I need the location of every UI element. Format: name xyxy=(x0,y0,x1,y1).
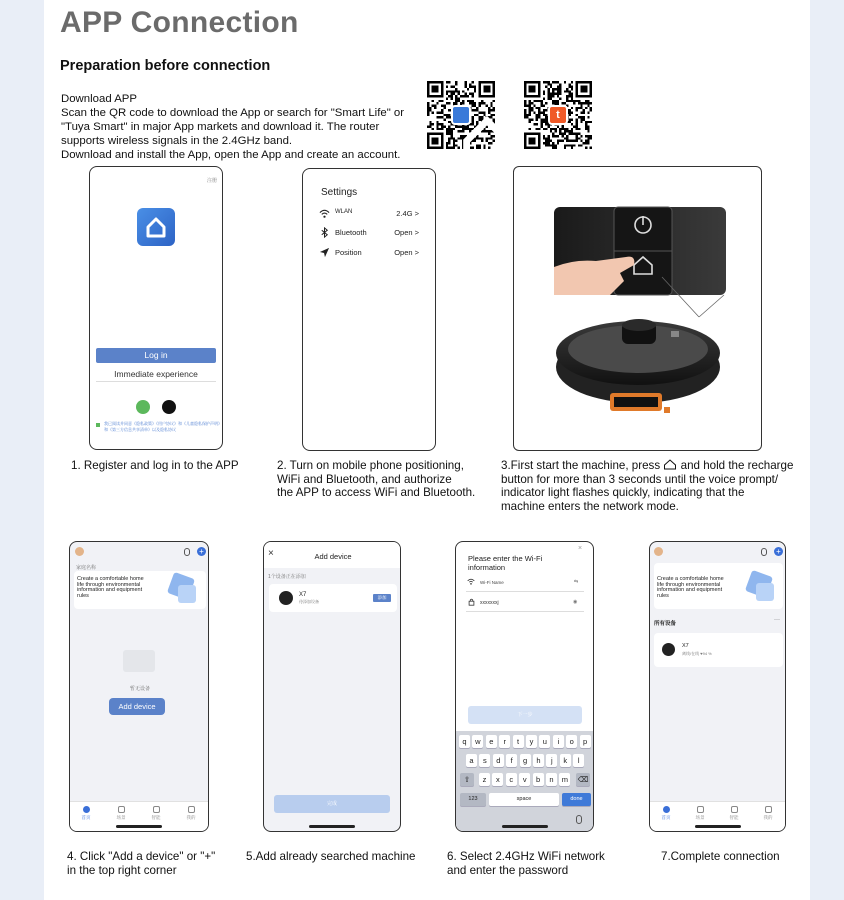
key-h[interactable]: h xyxy=(533,754,544,767)
found-devices-text: 1个设备正在添加 xyxy=(268,574,306,580)
terms-text[interactable]: 和《第三方信息共享清单》以及隐私协议 xyxy=(104,427,176,432)
key-g[interactable]: g xyxy=(520,754,531,767)
home-indicator xyxy=(116,825,162,828)
wifi-name-field[interactable] xyxy=(466,578,584,592)
settings-label: Bluetooth xyxy=(335,228,367,237)
banner-text xyxy=(657,577,724,599)
dictation-microphone-icon[interactable] xyxy=(576,815,582,824)
apple-login-icon[interactable] xyxy=(162,400,176,414)
robot-device-icon xyxy=(279,591,293,605)
key-r[interactable]: r xyxy=(499,735,510,748)
key-y[interactable]: y xyxy=(526,735,537,748)
agree-checkbox[interactable] xyxy=(96,423,100,427)
wifi-heading xyxy=(468,554,542,572)
tab-home[interactable] xyxy=(660,806,672,821)
key-d[interactable]: d xyxy=(493,754,504,767)
wifi-name-value: Wi-Fi Name xyxy=(480,580,504,585)
device-subtitle: 待添加设备 xyxy=(299,599,319,604)
smart-tab-icon xyxy=(153,806,160,813)
step-1-caption: 1. Register and log in to the APP xyxy=(71,459,239,472)
key-o[interactable]: o xyxy=(566,735,577,748)
home-tab-icon xyxy=(83,806,90,813)
settings-value: 2.4G > xyxy=(396,209,419,218)
close-icon[interactable]: × xyxy=(268,548,274,559)
key-u[interactable]: u xyxy=(539,735,550,748)
intro-text xyxy=(61,92,431,162)
tab-smart[interactable] xyxy=(728,806,740,821)
tab-label: 智能 xyxy=(151,815,161,820)
home-name: 家庭名称 xyxy=(76,565,97,571)
phone-screen-settings xyxy=(302,168,436,451)
key-l[interactable]: l xyxy=(573,754,584,767)
tab-smart[interactable] xyxy=(150,806,162,821)
immediate-experience-button[interactable]: Immediate experience xyxy=(96,367,216,382)
smart-life-logo xyxy=(451,105,471,125)
caption-line: and enter the password xyxy=(447,863,569,877)
phone-screen-login xyxy=(89,166,223,450)
robot-device-icon xyxy=(662,643,675,656)
bluetooth-icon xyxy=(319,227,330,238)
no-devices-text: 暂无设备 xyxy=(130,686,151,692)
key-x[interactable]: x xyxy=(492,773,503,786)
house-graphic-icon xyxy=(756,583,774,601)
banner-line: information and equipment xyxy=(77,587,143,594)
add-plus-icon[interactable]: + xyxy=(774,547,783,556)
caption-line xyxy=(501,459,793,473)
robot-illustration-frame xyxy=(513,166,762,451)
scene-tab-icon xyxy=(118,806,125,813)
intro-line: supports wireless signals in the 2.4GHz band. xyxy=(61,135,293,147)
microphone-icon[interactable] xyxy=(184,548,190,556)
home-indicator xyxy=(695,825,741,828)
settings-value: Open > xyxy=(394,228,419,237)
more-icon[interactable]: ··· xyxy=(774,617,780,623)
home-banner xyxy=(74,571,206,609)
caption-line: 6. Select 2.4GHz WiFi network xyxy=(447,850,605,863)
me-tab-icon xyxy=(188,806,195,813)
intro-line: Download and install the App, open the App and create an account. xyxy=(61,149,401,161)
wechat-login-icon[interactable] xyxy=(136,400,150,414)
banner-line: information and equipment xyxy=(657,587,723,594)
key-k[interactable]: k xyxy=(560,754,571,767)
caption-text: and hold the recharge xyxy=(680,459,794,472)
add-device-button[interactable]: Add device xyxy=(109,698,165,715)
key-m[interactable]: m xyxy=(559,773,570,786)
lock-icon xyxy=(468,598,475,606)
robot-vacuum-illustration xyxy=(514,167,762,451)
key-b[interactable]: b xyxy=(533,773,544,786)
heading-line: information xyxy=(468,563,506,572)
done-button[interactable]: 完成 xyxy=(274,795,390,813)
key-i[interactable]: i xyxy=(553,735,564,748)
tab-scene[interactable] xyxy=(115,806,127,821)
key-s[interactable]: s xyxy=(479,754,490,767)
wifi-icon xyxy=(319,208,330,219)
caption-line: indicator light flashes quickly, indicating that the xyxy=(501,486,745,500)
banner-text xyxy=(77,577,144,599)
microphone-icon[interactable] xyxy=(761,548,767,556)
key-f[interactable]: f xyxy=(506,754,517,767)
done-key[interactable]: done xyxy=(562,793,591,806)
key-j[interactable]: j xyxy=(546,754,557,767)
settings-heading: Settings xyxy=(321,187,358,198)
key-t[interactable]: t xyxy=(513,735,524,748)
caption-text: 3.First start the machine, press xyxy=(501,459,661,472)
device-card[interactable] xyxy=(269,584,397,612)
device-card[interactable] xyxy=(654,633,783,667)
password-value: xxxxxxxj xyxy=(480,600,499,606)
shift-key[interactable]: ⇧ xyxy=(460,773,474,786)
step-7-caption: 7.Complete connection xyxy=(661,850,780,863)
tab-me[interactable] xyxy=(762,806,774,821)
settings-value: Open > xyxy=(394,248,419,257)
banner-line: rules xyxy=(657,592,669,599)
key-v[interactable]: v xyxy=(519,773,530,786)
step-3-caption xyxy=(501,459,793,513)
house-graphic-icon xyxy=(178,585,196,603)
tab-label: 首页 xyxy=(81,815,91,820)
settings-label: Position xyxy=(335,248,362,257)
banner-line: life through environmental xyxy=(657,581,721,588)
add-plus-icon[interactable]: + xyxy=(197,547,206,556)
wifi-icon xyxy=(467,578,475,585)
settings-row-position[interactable] xyxy=(319,248,419,262)
intro-line: Scan the QR code to download the App or search for "Smart Life" or xyxy=(61,107,405,119)
step-2-caption xyxy=(277,459,475,500)
login-button[interactable]: Log in xyxy=(96,348,216,363)
tab-label: 智能 xyxy=(729,815,739,820)
me-tab-icon xyxy=(765,806,772,813)
home-indicator xyxy=(502,825,548,828)
add-button[interactable]: 添加 xyxy=(373,594,391,602)
location-icon xyxy=(319,247,330,258)
home-banner xyxy=(654,563,783,609)
device-name: X7 xyxy=(299,592,307,598)
home-tab-icon xyxy=(663,806,670,813)
caption-line: 4. Click "Add a device" or "+" xyxy=(67,850,216,863)
device-name: X7 xyxy=(682,643,689,649)
app-logo-icon xyxy=(137,208,175,246)
phone-screen-add-device xyxy=(263,541,401,832)
all-devices-heading: 所有设备 xyxy=(654,621,677,627)
bottom-tab-bar xyxy=(650,801,785,831)
manual-page xyxy=(44,0,810,900)
close-icon[interactable]: × xyxy=(578,545,583,552)
key-z[interactable]: z xyxy=(479,773,490,786)
tab-home[interactable] xyxy=(80,806,92,821)
tab-label: 场景 xyxy=(695,815,705,820)
key-w[interactable]: w xyxy=(472,735,483,748)
key-e[interactable]: e xyxy=(486,735,497,748)
banner-line: life through environmental xyxy=(77,581,141,588)
section-heading: Preparation before connection xyxy=(60,58,271,74)
smart-life-qr-code[interactable] xyxy=(427,81,495,149)
step-6-caption xyxy=(447,850,605,877)
caption-line: button for more than 3 seconds until the voice prompt/ xyxy=(501,472,779,486)
banner-line: Create a comfortable home xyxy=(77,576,144,582)
tab-me[interactable] xyxy=(185,806,197,821)
register-link[interactable]: 注册 xyxy=(206,178,217,184)
heading-line: Please enter the Wi-Fi xyxy=(468,554,543,563)
home-indicator xyxy=(309,825,355,828)
caption-line: 2. Turn on mobile phone positioning, xyxy=(277,459,464,472)
phone-screen-wifi-entry xyxy=(455,541,594,832)
tab-label: 我的 xyxy=(186,815,196,820)
home-button-icon xyxy=(663,459,677,470)
step-5-caption: 5.Add already searched machine xyxy=(246,850,416,863)
tuya-smart-qr-code[interactable] xyxy=(524,81,592,149)
show-password-icon[interactable]: ◉ xyxy=(573,599,578,605)
tab-label: 我的 xyxy=(763,815,773,820)
tab-label: 首页 xyxy=(661,815,671,820)
password-field[interactable] xyxy=(466,598,584,612)
scene-tab-icon xyxy=(697,806,704,813)
terms-text[interactable]: 我已阅读并同意《隐私政策》《用户协议》和《儿童隐私保护声明》 xyxy=(104,421,222,426)
settings-row-bluetooth[interactable] xyxy=(319,228,419,242)
caption-line: in the top right corner xyxy=(67,863,177,877)
key-a[interactable]: a xyxy=(466,754,477,767)
phone-screen-home-empty xyxy=(69,541,209,832)
bottom-tab-bar xyxy=(70,801,208,831)
settings-row-wlan[interactable] xyxy=(319,209,419,223)
avatar[interactable] xyxy=(654,547,663,556)
space-key[interactable]: space xyxy=(489,793,559,806)
step-4-caption xyxy=(67,850,215,877)
banner-line: rules xyxy=(77,592,89,599)
next-button[interactable]: 下一步 xyxy=(468,706,582,724)
intro-line: "Tuya Smart" in major App markets and download it. The router xyxy=(61,121,380,133)
page-title: APP Connection xyxy=(60,6,299,39)
backspace-key[interactable]: ⌫ xyxy=(577,775,589,784)
tab-label: 场景 xyxy=(116,815,126,820)
settings-label: WLAN xyxy=(335,209,353,215)
key-q[interactable]: q xyxy=(459,735,470,748)
caption-line: WiFi and Bluetooth, and authorize xyxy=(277,472,452,486)
key-n[interactable]: n xyxy=(546,773,557,786)
empty-box-icon xyxy=(123,650,155,672)
banner-line: Create a comfortable home xyxy=(657,576,724,582)
key-c[interactable]: c xyxy=(506,773,517,786)
intro-line: Download APP xyxy=(61,93,137,105)
smart-tab-icon xyxy=(731,806,738,813)
numbers-key[interactable]: 123 xyxy=(460,793,486,806)
caption-line: machine enters the network mode. xyxy=(501,499,679,513)
phone-screen-connected xyxy=(649,541,786,832)
tuya-logo: t xyxy=(548,105,568,125)
tab-scene[interactable] xyxy=(694,806,706,821)
caption-line: the APP to access WiFi and Bluetooth. xyxy=(277,486,476,500)
keyboard xyxy=(456,731,594,832)
switch-network-icon[interactable]: ⇆ xyxy=(574,579,579,585)
avatar[interactable] xyxy=(75,547,84,556)
key-p[interactable]: p xyxy=(580,735,591,748)
add-device-heading: Add device xyxy=(314,552,352,561)
device-status: 离线/在线 ♥94 % xyxy=(682,651,712,656)
